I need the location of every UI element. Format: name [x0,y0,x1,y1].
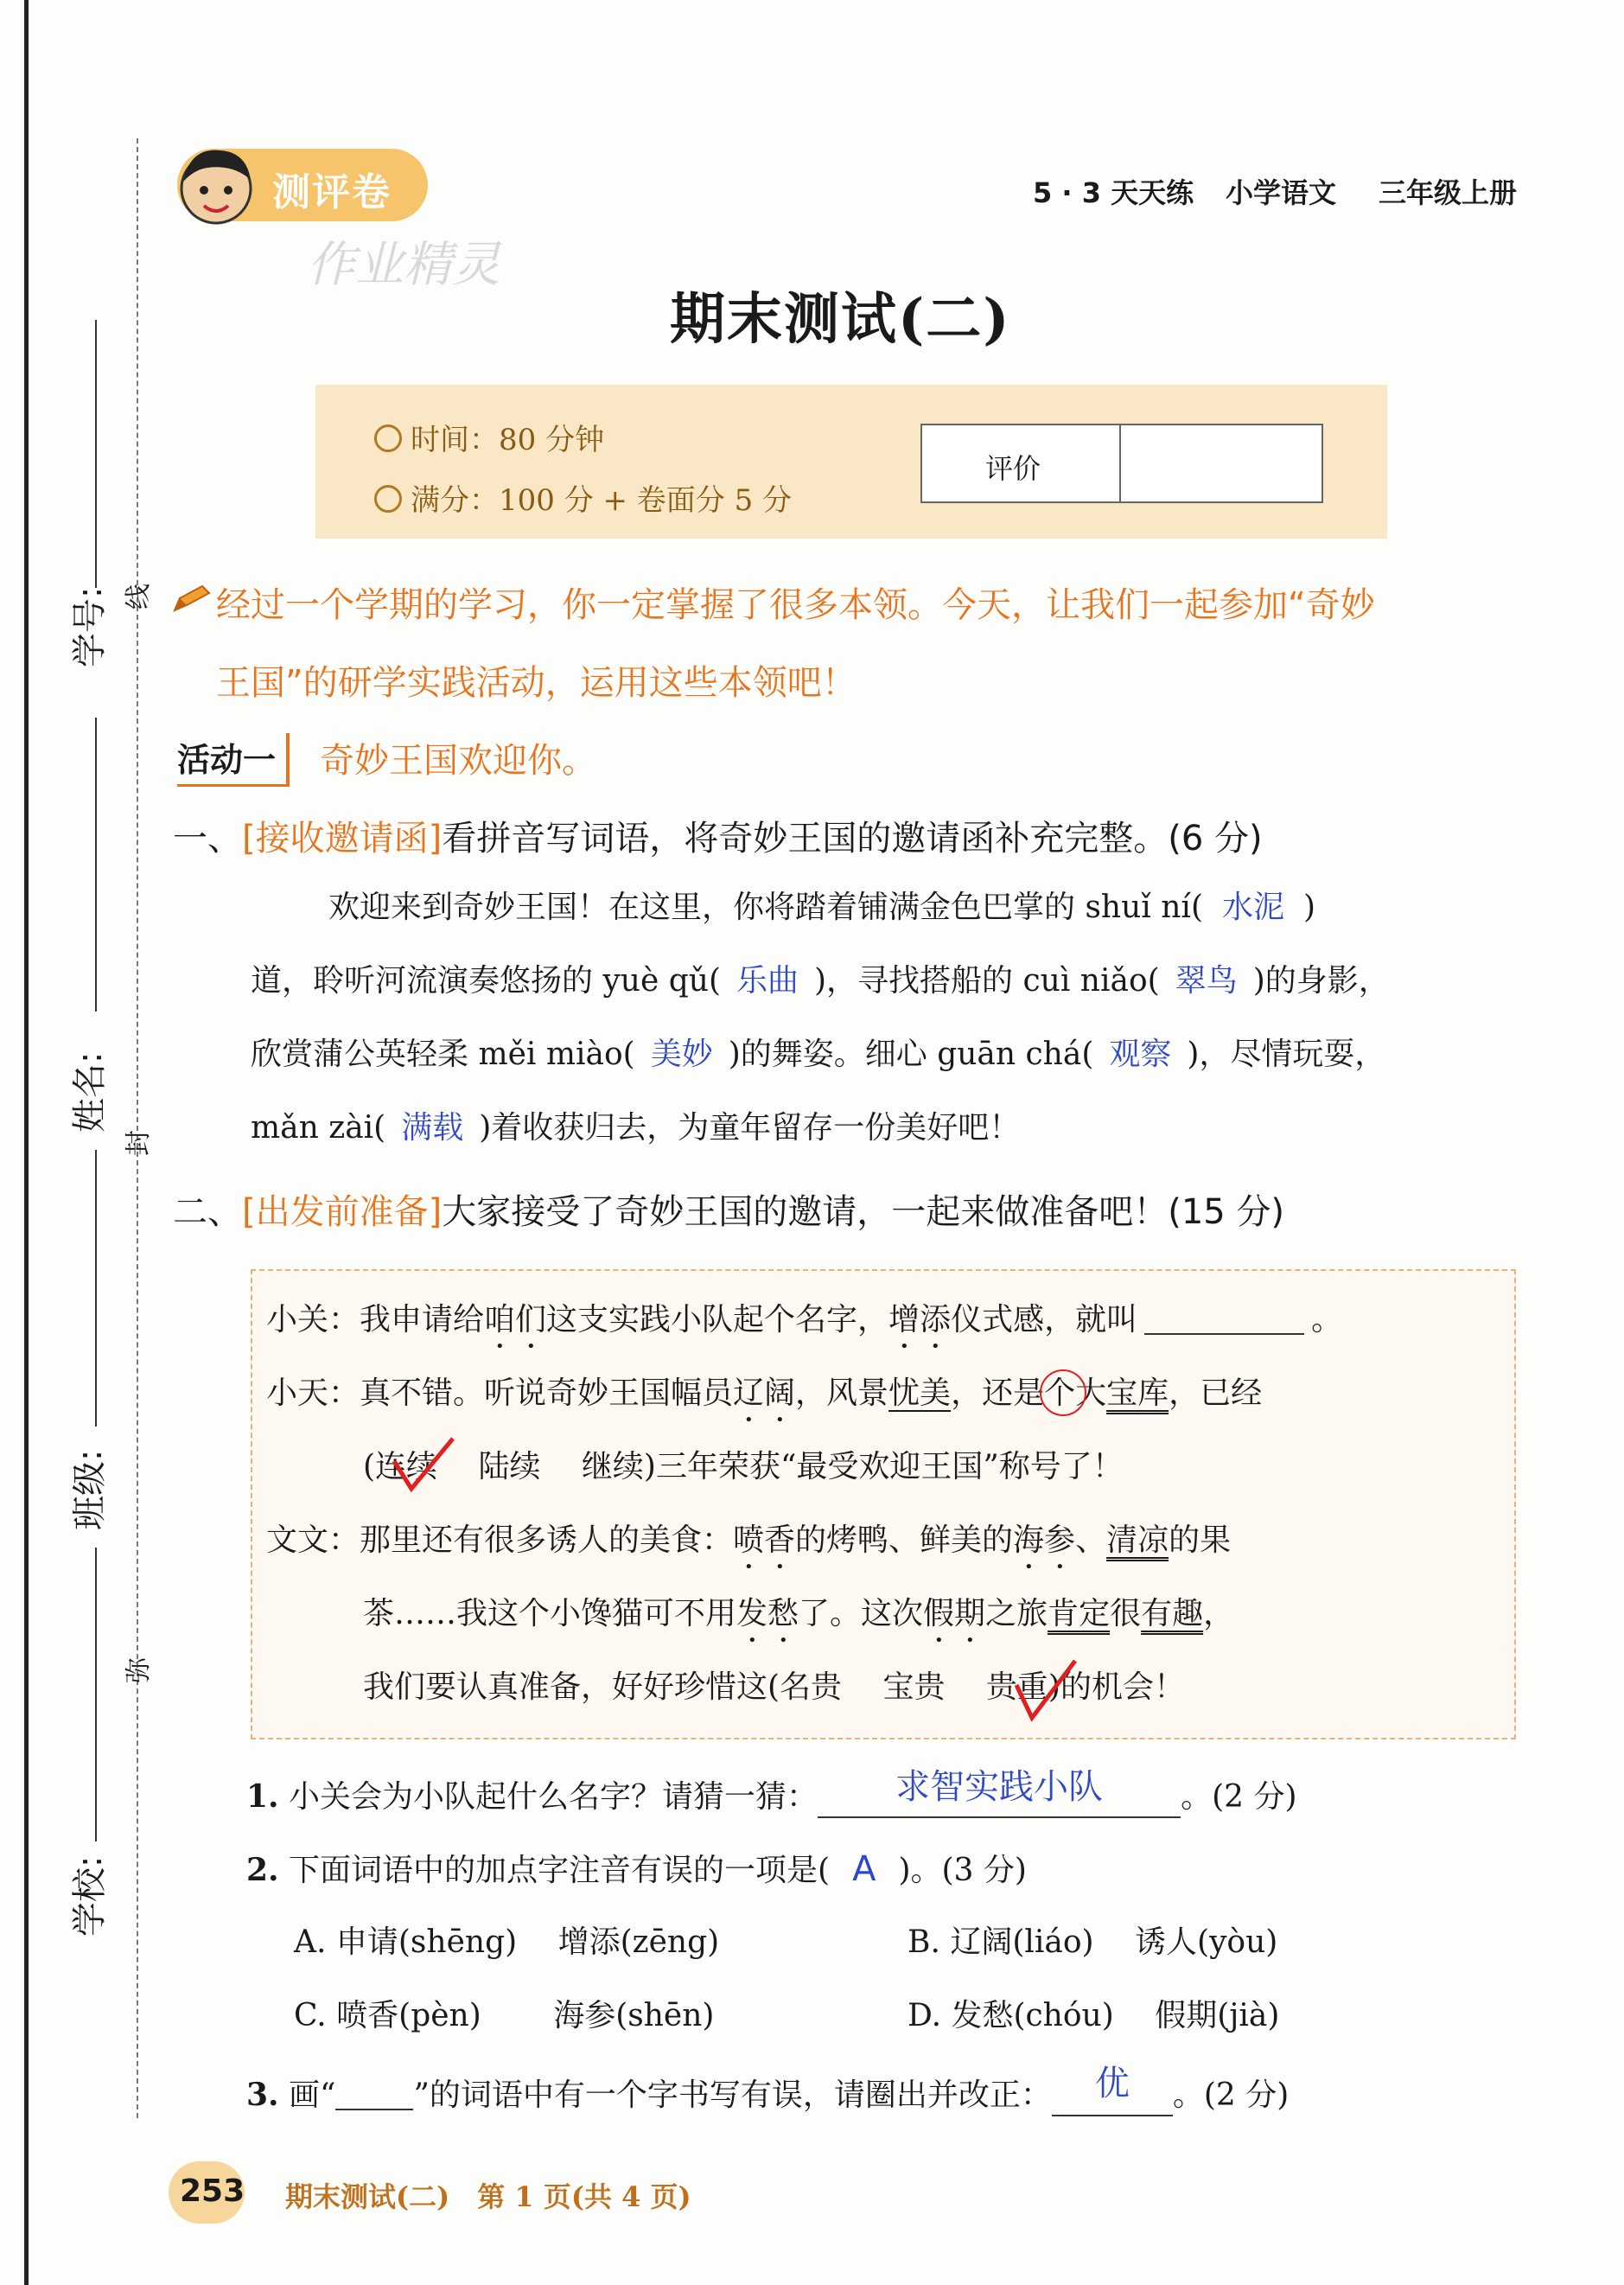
dl5-a: 茶……我这个小馋猫可不用 [363,1596,737,1631]
sub1-num: 1. [246,1778,279,1815]
info-box [315,385,1387,539]
q1-text-2a: 道，聆听河流演奏悠扬的 yuè qǔ( [251,963,721,999]
sub2-tail: )。(3 分) [898,1853,1027,1888]
eval-value-cell[interactable] [1119,424,1323,503]
dl2-b: 辽阔 [733,1375,796,1411]
q1-answer-5[interactable]: 观察 [1109,1037,1172,1072]
info-time: 时间：80 分钟 [411,423,605,457]
page-title: 期末测试(二) [670,287,1011,352]
q1-text-2c: )的身影， [1252,963,1390,999]
dl5-h: 有趣 [1141,1596,1204,1631]
q1-answer-4[interactable]: 美妙 [650,1037,713,1072]
check-circle-icon [374,485,402,513]
q1-answer-2[interactable]: 乐曲 [736,963,799,999]
sub2-num: 2. [246,1852,279,1888]
name-label: 姓名: [70,1051,110,1133]
dl4-g: 的果 [1169,1522,1232,1558]
class-field[interactable] [95,1150,97,1427]
sub2-option-c[interactable]: C. 喷香(pèn) 海参(shēn) [294,1998,715,2033]
team-name-blank[interactable] [1144,1302,1304,1335]
dl5-b: 发愁 [736,1596,799,1631]
sub3-num: 3. [246,2077,279,2113]
dl1-d: 增添 [888,1302,952,1337]
student-id-field[interactable] [95,320,97,588]
dl4-c: 的烤鸭、鲜美的 [795,1522,1014,1558]
intro-line-1: 经过一个学期的学习，你一定掌握了很多本领。今天，让我们一起参加“奇妙 [216,585,1375,625]
dl1-c: 这支实践小队起个名字， [546,1302,889,1337]
dialogue-line-4 [266,1522,1231,1576]
dl2-g: ，已经 [1169,1375,1263,1411]
binding-char-seal: 封 [124,1130,154,1156]
q1-para-line-3 [251,1036,1385,1074]
sub3-tail: 。(2 分) [1172,2078,1290,2113]
name-field[interactable] [95,718,97,1012]
q1-para-line-4 [251,1109,1020,1147]
sub1-text: 小关会为小队起什么名字？请猜一猜： [289,1779,818,1815]
dl2-c: ，风景 [795,1375,889,1411]
error-circle-mark [1040,1369,1086,1416]
q1-answer-6[interactable]: 满载 [401,1110,464,1146]
dl5-g: 很 [1110,1596,1142,1631]
header-subject: 小学语文 [1226,176,1337,209]
q1-text-2b: )，寻找搭船的 cuì niǎo( [814,963,1160,999]
q1-text-4b: )着收获归去，为童年留存一份美好吧！ [479,1110,1021,1146]
dialogue-line-3: (连续 陆续 继续)三年荣获“最受欢迎王国”称号了！ [363,1449,1124,1484]
sub1-answer: 求智实践小队 [895,1767,1104,1807]
q2-heading [173,1184,1284,1234]
q1-text-1e: ) [1303,890,1316,925]
dl5-d: 假期 [923,1596,986,1631]
header-grade: 三年级上册 [1379,176,1518,209]
pencil-icon [171,581,214,619]
q1-text: 看拼音写词语，将奇妙王国的邀请函补充完整。(6 分) [442,819,1263,858]
mascot-icon [173,138,259,237]
q2-text: 大家接受了奇妙王国的邀请，一起来做准备吧！(15 分) [442,1192,1285,1232]
dialogue-line-1 [266,1301,1342,1356]
binding-char-mi: 弥 [124,1657,154,1683]
dl2-a: 小天：真不错。听说奇妙王国幅员 [266,1375,734,1411]
q1-para-line-2 [251,962,1390,1000]
sub3-answer: 优 [1094,2064,1130,2103]
dialogue-line-5 [363,1595,1234,1650]
q1-text-1: 欢迎来到奇妙王国！在这里，你将踏着铺满金色巴掌的 shuǐ ní( [328,890,1203,925]
q1-heading [173,811,1263,860]
sub2-text: 下面词语中的加点字注音有误的一项是( [289,1853,831,1888]
q1-para-line-1 [328,889,1315,927]
q2-bracket: [出发前准备] [242,1192,443,1232]
dl5-i: ， [1203,1596,1235,1631]
dl2-e: ，还是个大 [951,1375,1107,1411]
binding-char-line: 线 [124,584,154,610]
q1-text-3a: 欣赏蒲公英轻柔 měi miào( [251,1037,635,1072]
dl1-b: 咱们 [484,1302,547,1337]
info-score: 满分：100 分 + 卷面分 5 分 [411,483,793,518]
page-edge-line [24,0,29,2285]
sub3 [246,2064,1290,2116]
q2-num: 二、 [173,1192,242,1232]
dl5-c: 了。这次 [799,1596,924,1631]
sub3-answer-field[interactable] [1052,2064,1173,2116]
dl4-a: 文文：那里还有很多诱人的美食： [266,1522,734,1558]
sub1-answer-field[interactable] [818,1767,1181,1818]
sub1 [246,1767,1297,1818]
header-badge-text: 测评卷 [272,170,392,214]
header-series: 5 · 3 天天练 [1033,176,1194,209]
class-label: 班级: [70,1449,110,1530]
q1-answer-3[interactable]: 翠鸟 [1175,963,1238,999]
dl1-e: 仪式感，就叫 [951,1302,1138,1337]
activity-title: 奇妙王国欢迎你。 [320,741,596,781]
dl5-f: 肯定 [1048,1596,1111,1631]
sub2-option-a[interactable]: A. 申请(shēng) 增添(zēng) [294,1924,720,1960]
q1-bracket: [接收邀请函] [242,819,443,858]
binding-dashed-line [137,138,138,2118]
check-mark-2-icon [1011,1656,1080,1728]
eval-label: 评价 [985,452,1041,485]
dl2-d-wrong-word: 忧美 [888,1375,952,1411]
intro-line-2: 王国”的研学实践活动，运用这些本领吧！ [216,663,857,703]
dialogue-line-2 [266,1375,1262,1429]
q1-num: 一、 [173,819,242,858]
sub2 [246,1850,1027,1890]
dl4-f: 清凉 [1106,1522,1169,1558]
dl4-d: 海参 [1013,1522,1076,1558]
sub3-text-b: ”的词语中有一个字书写有误，请圈出并改正： [413,2078,1052,2113]
check-mark-1-icon [389,1435,458,1499]
sub1-tail: 。(2 分) [1181,1779,1297,1815]
footer-page-num: 253 [180,2173,245,2209]
dl4-b: 喷香 [733,1522,796,1558]
q1-text-3c: )，尽情玩耍， [1187,1037,1386,1072]
sub2-answer[interactable]: A [852,1849,876,1889]
clock-icon [374,424,402,452]
dl2-f: 宝库 [1106,1375,1169,1411]
dialogue-line-6: 我们要认真准备，好好珍惜这(名贵 宝贵 贵重)的机会！ [363,1669,1185,1705]
sub2-option-b[interactable]: B. 辽阔(liáo) 诱人(yòu) [908,1924,1278,1960]
school-label: 学校: [70,1855,110,1937]
student-id-label: 学号: [70,586,110,667]
watermark: 作业精灵 [307,237,500,293]
q1-answer-1[interactable]: 水泥 [1222,890,1285,925]
footer-text: 期末测试(二) 第 1 页(共 4 页) [285,2180,691,2213]
dl1-a: 小关：我申请给 [266,1302,485,1337]
activity-tag: 活动一 [177,733,290,787]
sub3-text-a: 画“ [289,2078,336,2113]
sub3-underline-sample [335,2078,413,2110]
dl1-f: 。 [1311,1302,1343,1337]
school-field[interactable] [95,1548,97,1841]
dl5-e: 之旅 [985,1596,1048,1631]
dl4-e: 、 [1075,1522,1107,1558]
q1-text-4a: mǎn zài( [251,1110,386,1146]
sub2-option-d[interactable]: D. 发愁(chóu) 假期(jià) [908,1998,1280,2033]
q1-text-3b: )的舞姿。细心 guān chá( [728,1037,1094,1072]
